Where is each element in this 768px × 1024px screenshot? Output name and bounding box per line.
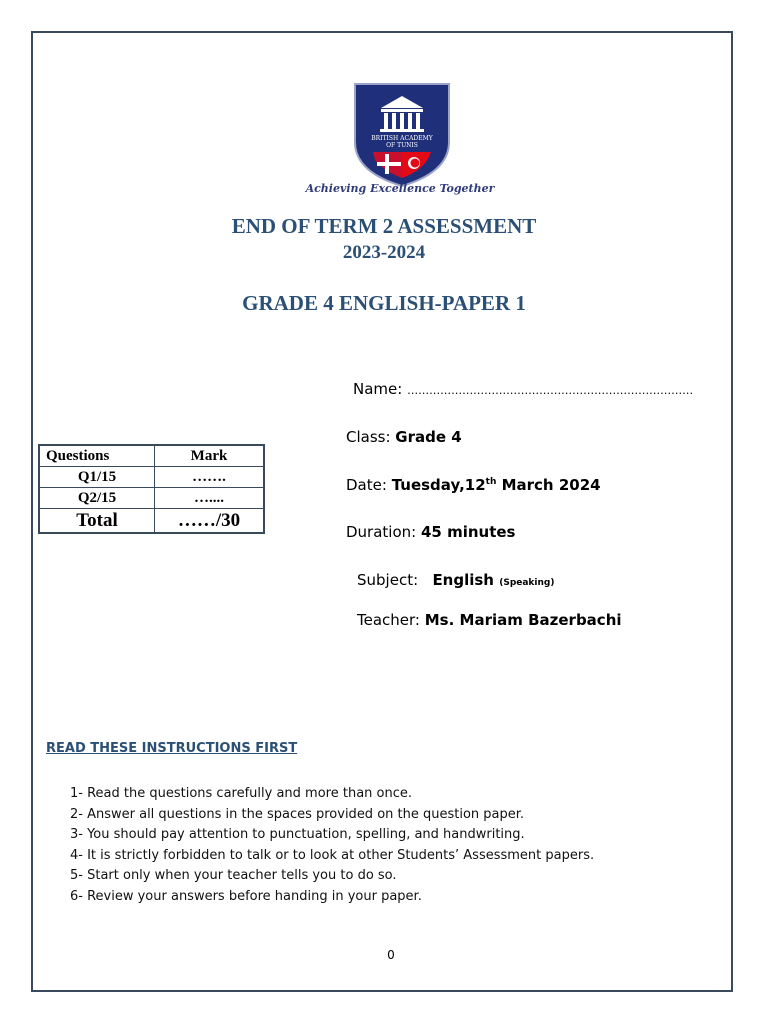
duration-row: [346, 523, 515, 541]
mark-cell[interactable]: …….: [155, 467, 265, 488]
assessment-title: END OF TERM 2 ASSESSMENT: [231, 214, 537, 238]
academic-year: 2023-2024: [342, 242, 426, 263]
list-item: 4- It is strictly forbidden to talk or to look at other Students’ Assessment papers.: [70, 847, 595, 863]
class-row: [346, 428, 462, 446]
header-questions: Questions: [39, 445, 155, 467]
list-item: 2- Answer all questions in the spaces provided on the question paper.: [70, 806, 525, 822]
date-row: [346, 476, 601, 494]
list-item: 6- Review your answers before handing in your paper.: [70, 888, 422, 904]
teacher-value: Ms. Mariam Bazerbachi: [424, 611, 622, 629]
name-blank[interactable]: ……………………………………………………………………: [407, 384, 694, 397]
marks-table: [38, 444, 265, 534]
date-value-day: Tuesday,12: [391, 476, 486, 494]
list-item: 1- Read the questions carefully and more than once.: [70, 786, 413, 801]
table-header-row: [39, 445, 264, 467]
subject-note: (Speaking): [499, 578, 555, 588]
instructions-list: [70, 784, 594, 907]
subject-value: English: [432, 571, 500, 589]
instructions-heading: READ THESE INSTRUCTIONS FIRST: [46, 741, 298, 756]
name-label: Name:: [353, 380, 408, 398]
header-mark: Mark: [155, 445, 265, 467]
table-total-row: [39, 509, 264, 534]
date-label: Date:: [346, 476, 392, 494]
page-number: 0: [387, 948, 395, 962]
teacher-row: [357, 611, 622, 629]
subject-label: Subject:: [357, 571, 433, 589]
class-value: Grade 4: [395, 428, 462, 446]
crest-text-2: OF TUNIS: [386, 142, 418, 149]
subject-row: [357, 571, 554, 589]
name-field[interactable]: [353, 380, 693, 398]
class-label: Class:: [346, 428, 396, 446]
total-mark[interactable]: ……/30: [155, 509, 265, 534]
date-ordinal: th: [485, 477, 497, 487]
crest-text-1: BRITISH ACADEMY: [371, 135, 433, 142]
date-value-month: March 2024: [496, 476, 601, 494]
table-row: [39, 488, 264, 509]
list-item: 3- You should pay attention to punctuation, spelling, and handwriting.: [70, 827, 525, 842]
mark-cell[interactable]: …....: [155, 488, 265, 509]
teacher-label: Teacher:: [357, 611, 425, 629]
total-label: Total: [39, 509, 155, 534]
school-motto: Achieving Excellence Together: [305, 182, 495, 195]
duration-value: 45 minutes: [420, 523, 516, 541]
table-row: [39, 467, 264, 488]
list-item: 5- Start only when your teacher tells you to do so.: [70, 868, 397, 883]
duration-label: Duration:: [346, 523, 421, 541]
question-cell: Q1/15: [39, 467, 155, 488]
paper-title: GRADE 4 ENGLISH-PAPER 1: [242, 291, 526, 315]
school-crest-logo: [351, 80, 453, 188]
question-cell: Q2/15: [39, 488, 155, 509]
